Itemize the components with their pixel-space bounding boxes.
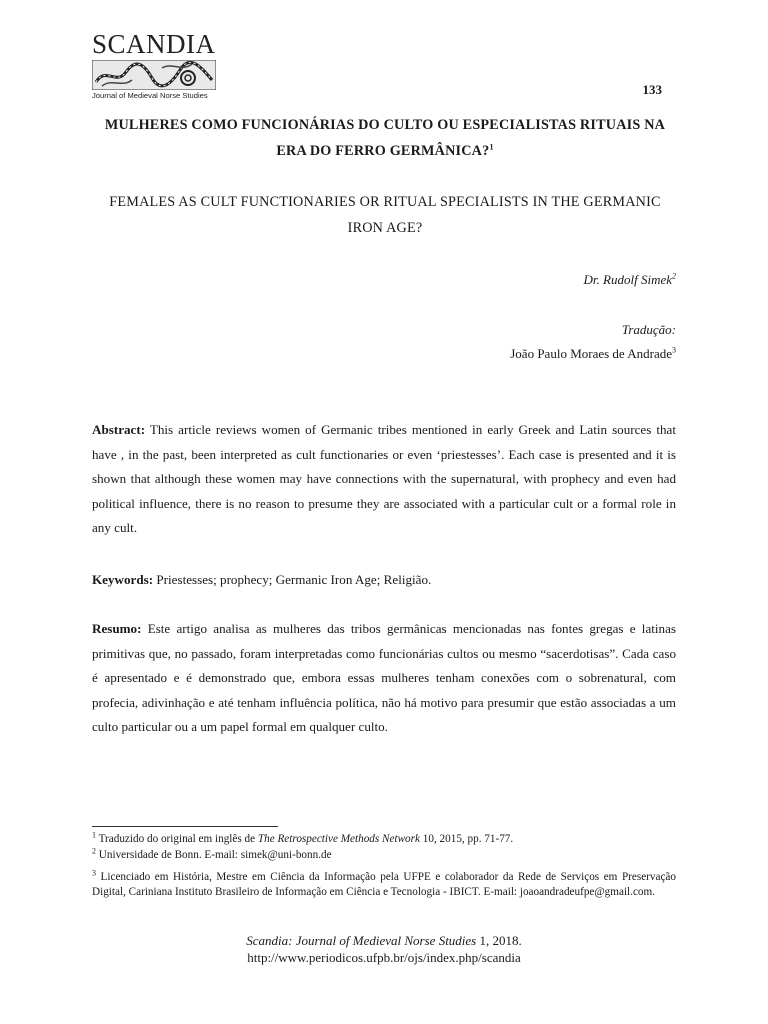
footnote-1-text: Traduzido do original em inglês de: [96, 833, 258, 845]
footnote-2-text: Universidade de Bonn. E-mail: simek@uni-bonn.de: [96, 849, 332, 861]
footer-citation: [92, 932, 676, 949]
footnote-ref-1[interactable]: 1: [489, 142, 494, 152]
footnote-ref-2[interactable]: 2: [672, 271, 676, 281]
journal-logo: [92, 30, 222, 100]
translator: [510, 346, 676, 362]
resumo-paragraph: [92, 617, 676, 740]
translation-label: Tradução:: [621, 322, 676, 337]
journal-name: SCANDIA: [92, 29, 216, 59]
footnote-divider: [92, 826, 278, 827]
keywords-paragraph: [92, 568, 676, 593]
footer-url-link[interactable]: http://www.periodicos.ufpb.br/ojs/index.php/scandia: [247, 950, 521, 965]
translator-name: João Paulo Moraes de Andrade: [510, 346, 672, 361]
footnote-3-number: 3: [92, 868, 96, 878]
title-portuguese-text: MULHERES COMO FUNCIONÁRIAS DO CULTO OU ESPECIALISTAS RITUAIS NA ERA DO FERRO GERMÂNICA?: [104, 117, 666, 159]
footnote-ref-3[interactable]: 3: [672, 345, 676, 355]
journal-subtitle: Journal of Medieval Norse Studies: [92, 91, 208, 100]
author: [584, 272, 676, 288]
footnote-1: [92, 832, 676, 847]
abstract-text: This article reviews women of Germanic tribes mentioned in early Greek and Latin sources that have , in the past, been interpreted as cult functionaries or even ‘priestesses’. Each case is presented and it is shown that although these women may have connections with the supernatural, with prophecy and even had political influence, there is no reason to presume they are associated with a particular cult or a formal role in any cult.: [92, 422, 676, 536]
footnote-1-citation: 10, 2015, pp. 71-77.: [419, 833, 514, 845]
keywords-text: Priestesses; prophecy; Germanic Iron Age; Religião.: [153, 572, 432, 587]
abstract-label: Abstract:: [92, 422, 146, 437]
footnote-1-source-title: The Retrospective Methods Network: [257, 833, 420, 845]
page-number: 133: [642, 82, 662, 97]
resumo-label: Resumo:: [92, 621, 142, 636]
decorative-serpent-icon: [92, 60, 216, 90]
footnote-3: [92, 870, 676, 900]
resumo-text: Este artigo analisa as mulheres das tribos germânicas mencionadas nas fontes gregas e latinas primitivas que, no passado, foram interpretadas como funcionárias cultos ou mesmo “sacerdotisas”. Cada caso é apresentado e é demonstrado que, embora essas mulheres tenham conexões com o sobrenatural, com profecia, adivinhação e até tenham influência política, não há motivo para presumir que estão associadas a um culto particular ou a um papel formal em qualquer culto.: [92, 621, 676, 735]
abstract-paragraph: [92, 418, 676, 541]
footnote-1-number: 1: [92, 830, 96, 840]
keywords-label: Keywords:: [92, 572, 154, 587]
footer-journal-title: Journal of Medieval Norse Studies: [292, 933, 477, 948]
title-english: FEMALES AS CULT FUNCTIONARIES OR RITUAL SPECIALISTS IN THE GERMANIC IRON AGE?: [109, 194, 661, 236]
footer-issue: 1, 2018.: [476, 933, 522, 948]
title-portuguese: [92, 112, 678, 164]
footer-journal-italic: Scandia:: [246, 933, 293, 948]
page-footer: [92, 932, 676, 966]
author-name: Dr. Rudolf Simek: [583, 272, 672, 287]
footnote-3-text: Licenciado em História, Mestre em Ciência da Informação pela UFPE e colaborador da Rede de Serviços em Preservação Digital, Cariniana Instituto Brasileiro de Informação em Ciência e Tecnologia - IBICT. E-mail: joaoandradeufpe@gmail.com.: [92, 871, 676, 898]
footnote-2: [92, 848, 676, 863]
footnote-2-number: 2: [92, 846, 96, 856]
